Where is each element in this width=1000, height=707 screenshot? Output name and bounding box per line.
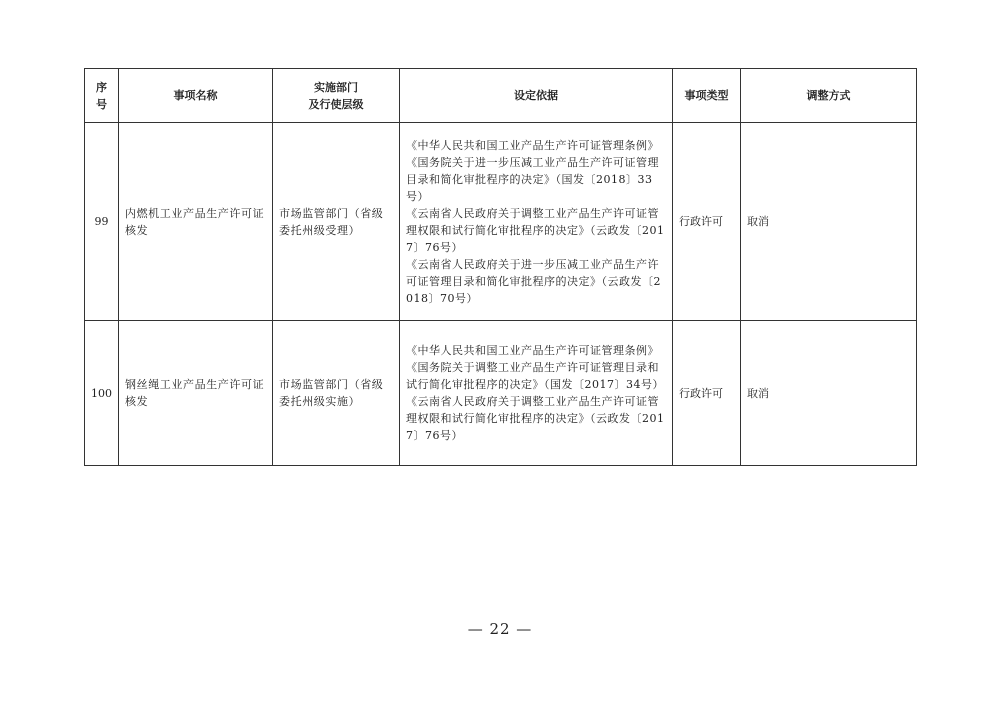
header-legal-basis: 设定依据 [400,69,673,123]
cell-implementing-department: 市场监管部门（省级委托州级实施） [273,321,400,466]
header-implementing-department: 实施部门 及行使层级 [273,69,400,123]
cell-item-type: 行政许可 [673,123,741,321]
cell-serial-number: 99 [85,123,119,321]
header-adjustment-method: 调整方式 [741,69,917,123]
header-item-name: 事项名称 [119,69,273,123]
header-item-type: 事项类型 [673,69,741,123]
table-row [85,321,917,466]
cell-implementing-department: 市场监管部门（省级委托州级受理） [273,123,400,321]
cell-legal-basis: 《中华人民共和国工业产品生产许可证管理条例》 《国务院关于进一步压减工业产品生产许可证管理目录和简化审批程序的决定》（国发〔2018〕33号） 《云南省人民政府关于调整工业产品生产许可证管理权限和试行简化审批程序的决定》（云政发〔2017〕76号） 《云南省人民政府关于进一步压减工业产品生产许可证管理目录和简化审批程序的决定》（云政发〔2018〕70号） [400,123,673,321]
page-number: — 22 — [467,620,533,638]
cell-serial-number: 100 [85,321,119,466]
cell-item-name: 内燃机工业产品生产许可证核发 [119,123,273,321]
table-header-row [85,69,917,123]
header-serial-number: 序 号 [85,69,119,123]
cell-item-type: 行政许可 [673,321,741,466]
cell-adjustment-method: 取消 [741,321,917,466]
permit-adjustment-table [84,68,917,466]
cell-adjustment-method: 取消 [741,123,917,321]
table-row [85,123,917,321]
cell-legal-basis: 《中华人民共和国工业产品生产许可证管理条例》 《国务院关于调整工业产品生产许可证管理目录和试行简化审批程序的决定》（国发〔2017〕34号） 《云南省人民政府关于调整工业产品生产许可证管理权限和试行简化审批程序的决定》（云政发〔2017〕76号） [400,321,673,466]
cell-item-name: 钢丝绳工业产品生产许可证核发 [119,321,273,466]
